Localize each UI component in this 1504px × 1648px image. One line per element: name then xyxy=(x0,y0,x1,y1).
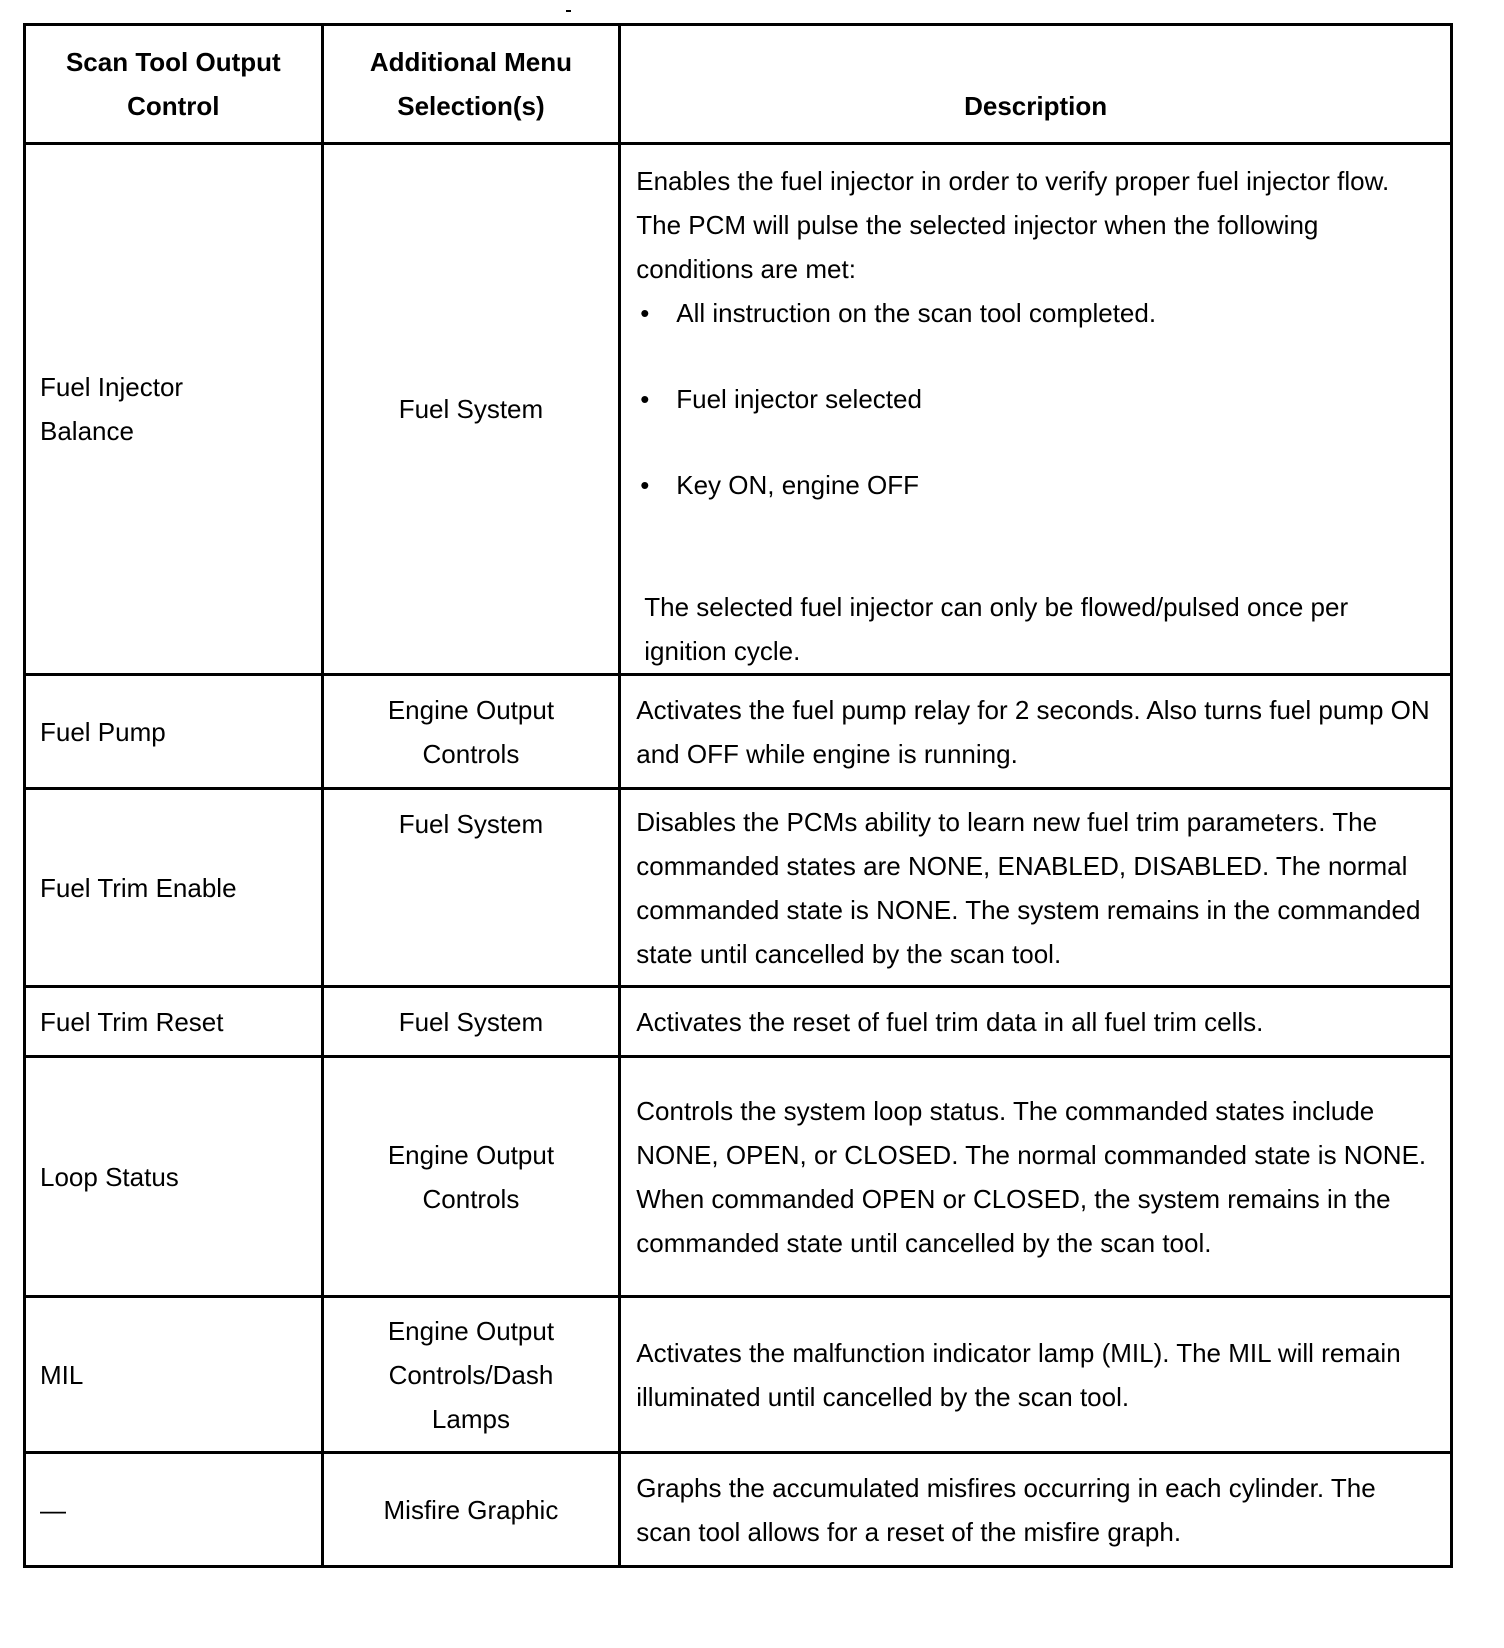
header-row xyxy=(25,25,1452,144)
cell-menu: Engine Output Controls xyxy=(322,1057,620,1297)
scan-tool-output-controls-table xyxy=(23,23,1453,1568)
cell-control: Loop Status xyxy=(25,1057,323,1297)
cell-description: Activates the fuel pump relay for 2 seconds. Also turns fuel pump ON and OFF while engine is running. xyxy=(620,675,1452,789)
cell-description: Disables the PCMs ability to learn new fuel trim parameters. The commanded states are NONE, ENABLED, DISABLED. The normal commanded state is NONE. The system remains in the commanded state until cancelled by the scan tool. xyxy=(620,789,1452,987)
cell-description: Activates the reset of fuel trim data in all fuel trim cells. xyxy=(620,987,1452,1057)
bullet-icon: • xyxy=(640,298,650,328)
description-intro: Enables the fuel injector in order to verify proper fuel injector flow. The PCM will pulse the selected injector when the following conditions are met: xyxy=(636,166,1390,284)
description-note: The selected fuel injector can only be flowed/pulsed once per ignition cycle. xyxy=(644,592,1349,666)
cell-menu: Misfire Graphic xyxy=(322,1453,620,1567)
cell-control: — xyxy=(25,1453,323,1567)
table-row xyxy=(25,675,1452,789)
cell-menu: Engine Output Controls xyxy=(322,675,620,789)
cell-description: Activates the malfunction indicator lamp (MIL). The MIL will remain illuminated until cancelled by the scan tool. xyxy=(620,1297,1452,1453)
cell-description: Controls the system loop status. The commanded states include NONE, OPEN, or CLOSED. The normal commanded state is NONE. When commanded OPEN or CLOSED, the system remains in the commanded state until cancelled by the scan tool. xyxy=(620,1057,1452,1297)
bullet-text: All instruction on the scan tool completed. xyxy=(676,298,1157,328)
cell-menu: Fuel System xyxy=(322,789,620,987)
header-description: Description xyxy=(620,25,1452,144)
header-menu: Additional Menu Selection(s) xyxy=(322,25,620,144)
table-row xyxy=(25,1297,1452,1453)
bullet-icon: • xyxy=(640,470,650,500)
conditions-list xyxy=(636,291,1430,507)
table-row xyxy=(25,144,1452,675)
cell-control: Fuel Pump xyxy=(25,675,323,789)
cell-control: Fuel Injector Balance xyxy=(25,144,323,675)
table-row xyxy=(25,1057,1452,1297)
cell-control: Fuel Trim Enable xyxy=(25,789,323,987)
table-row xyxy=(25,987,1452,1057)
list-item xyxy=(636,377,1430,421)
scan-mark xyxy=(566,10,571,12)
cell-menu: Fuel System xyxy=(322,144,620,675)
header-control: Scan Tool Output Control xyxy=(25,25,323,144)
bullet-text: Key ON, engine OFF xyxy=(676,470,920,500)
cell-menu: Engine Output Controls/Dash Lamps xyxy=(322,1297,620,1453)
table-row xyxy=(25,1453,1452,1567)
cell-menu: Fuel System xyxy=(322,987,620,1057)
bullet-icon: • xyxy=(640,384,650,414)
table-row xyxy=(25,789,1452,987)
bullet-text: Fuel injector selected xyxy=(676,384,922,414)
cell-control: MIL xyxy=(25,1297,323,1453)
list-item xyxy=(636,291,1430,335)
list-item xyxy=(636,463,1430,507)
cell-description: Graphs the accumulated misfires occurring in each cylinder. The scan tool allows for a reset of the misfire graph. xyxy=(620,1453,1452,1567)
cell-description xyxy=(620,144,1452,675)
cell-control: Fuel Trim Reset xyxy=(25,987,323,1057)
